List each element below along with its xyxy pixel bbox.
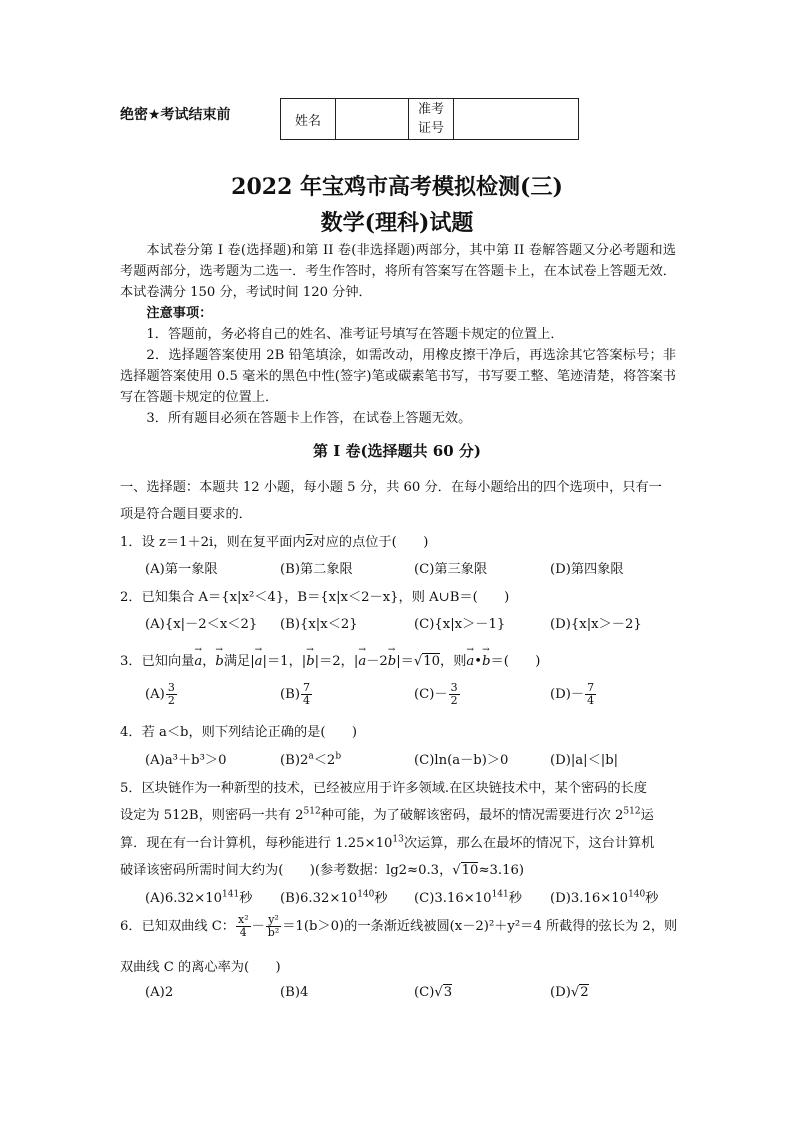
q2-option-a[interactable]: (A){x|－2＜x＜2} [145, 617, 258, 632]
q3-option-c[interactable]: (C)－ $\frac{3}{2}$ [414, 681, 458, 707]
note-3: 3．所有题目必须在答题卡上作答，在试卷上答题无效。 [146, 411, 472, 426]
q4-option-b[interactable]: $(B)2^a<2^b$ [280, 751, 342, 768]
q6-option-c[interactable]: (C)√3 [414, 985, 453, 1000]
q1-option-a[interactable]: (A)第一象限 [145, 562, 218, 577]
q6-option-a[interactable]: (A)2 [145, 985, 174, 1000]
q4-option-c[interactable]: (C)ln(a－b)＞0 [414, 753, 509, 768]
section-title: 第 I 卷(选择题共 60 分) [313, 442, 481, 460]
q2-stem: 2．已知集合 A＝{x|x²＜4}，B＝{x|x＜2－x}，则 A∪B＝( ) [120, 590, 510, 605]
q4-option-d[interactable]: (D)|a|＜|b| [550, 753, 619, 768]
q6-option-d[interactable]: (D)√2 [550, 985, 589, 1000]
q2-option-b[interactable]: (B){x|x＜2} [280, 617, 358, 632]
notes-heading: 注意事项： [146, 306, 213, 321]
name-field[interactable] [336, 99, 409, 140]
q1-stem: 1．设 z＝1＋2i，则在复平面内$\overline{z}$对应的点位于( ) [120, 535, 429, 550]
q6-line-2: 双曲线 C 的离心率为( ) [120, 960, 281, 975]
note-2: 2．选择题答案使用 2B 铅笔填涂，如需改动，用橡皮擦干净后，再选涂其它答案标号；非选择题答案使用 0.5 毫米的黑色中性(签字)笔或碳素笔书写，书写要工整、笔迹清楚，将答案书写在答题卡规定的位置上． [120, 348, 676, 405]
candidate-info-table [280, 98, 579, 140]
q5-line-3: 算．现在有一台计算机，每秒能进行 $1.25\times 10^{13}$次运算，那么在最坏的情况下，这台计算机 [120, 834, 655, 851]
q3-stem: 3．已知向量a →，b →满足|a →|＝1，|b →|＝2，|a →－2b →|＝√10，则a →•b →＝( ) [120, 650, 540, 669]
q5-option-d[interactable]: $(D)3.16\times 10^{140}$秒 [550, 889, 659, 906]
q2-option-d[interactable]: (D){x|x＞－2} [550, 617, 642, 632]
q5-line-2: 设定为 512B，则密码一共有 $2^{512}$种可能，为了破解该密码，最坏的情况需要进行次 $2^{512}$运 [120, 806, 654, 823]
confidential-label: 绝密★考试结束前 [120, 107, 231, 123]
id-label: 准考 证号 [409, 99, 454, 140]
q3-option-b[interactable]: (B) $\frac{7}{4}$ [280, 681, 310, 707]
q3-option-a[interactable]: (A) $\frac{3}{2}$ [145, 681, 175, 707]
q3-option-d[interactable]: (D)－ $\frac{7}{4}$ [550, 681, 595, 707]
q2-option-c[interactable]: (C){x|x＞－1} [414, 617, 506, 632]
id-field[interactable] [454, 99, 579, 140]
q1-option-c[interactable]: (C)第三象限 [414, 562, 488, 577]
note-1: 1．答题前，务必将自己的姓名、准考证号填写在答题卡规定的位置上． [146, 327, 564, 342]
q5-option-a[interactable]: $(A)6.32\times 10^{141}$秒 [145, 889, 253, 906]
q4-stem: 4．若 a＜b，则下列结论正确的是( ) [120, 725, 357, 740]
q5-line-1: 5．区块链作为一种新型的技术，已经被应用于许多领域.在区块链技术中，某个密码的长度 [120, 781, 647, 796]
q1-option-d[interactable]: (D)第四象限 [550, 562, 624, 577]
q5-option-b[interactable]: $(B)6.32\times 10^{140}$秒 [280, 889, 388, 906]
section-instruction-2: 项是符合题目要求的． [120, 507, 252, 522]
exam-subtitle: 数学(理科)试题 [320, 210, 474, 236]
q1-option-b[interactable]: (B)第二象限 [280, 562, 353, 577]
q6-option-b[interactable]: (B)4 [280, 985, 309, 1000]
name-label: 姓名 [281, 99, 336, 140]
q5-line-4: 破译该密码所需时间大约为( )(参考数据：lg2≈0.3，√10≈3.16) [120, 863, 525, 878]
intro-paragraph: 本试卷分第 I 卷(选择题)和第 II 卷(非选择题)两部分，其中第 II 卷解答题又分必考题和选考题两部分，选考题为二选一．考生作答时，将所有答案写在答题卡上，在本试卷上答题无效．本试卷满分 150 分，考试时间 120 分钟． [120, 243, 676, 300]
q4-option-a[interactable]: (A)a³＋b³＞0 [145, 753, 227, 768]
section-instruction-1: 一、选择题：本题共 12 小题，每小题 5 分，共 60 分．在每小题给出的四个选项中，只有一 [120, 480, 662, 495]
q5-option-c[interactable]: $(C)3.16\times 10^{141}$秒 [414, 889, 522, 906]
q6-stem: 6．已知双曲线 C： $\frac{\text{x²}}{4}$ － $\frac{\text{y²}}{\text{b²}}$ ＝1(b＞0)的一条渐近线被圆(x－2)²＋y²＝4 所截得的弦长为 2，则 [120, 913, 678, 939]
exam-title: 2022 年宝鸡市高考模拟检测(三) [231, 174, 563, 200]
